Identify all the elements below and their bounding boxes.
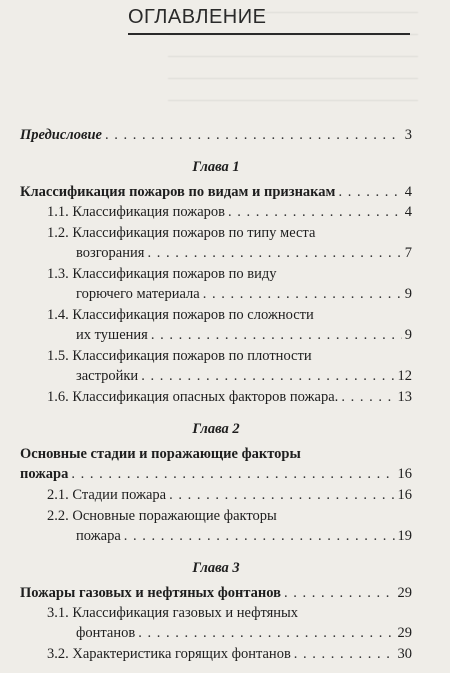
toc-entry[interactable] (20, 202, 412, 222)
chapter-heading-text: Пожары газовых и нефтяных фонтанов (20, 585, 281, 601)
dot-leader (124, 526, 395, 546)
page-title: ОГЛАВЛЕНИЕ (128, 6, 267, 28)
table-of-contents (20, 125, 412, 665)
entry-title-cont: пожара (76, 528, 121, 544)
toc-entry[interactable] (20, 346, 412, 386)
entry-title-cont: возгорания (76, 245, 145, 261)
page-number: 16 (397, 466, 412, 482)
page-number: 3 (404, 127, 412, 143)
toc-entry[interactable] (20, 506, 412, 546)
toc-entry[interactable] (20, 305, 412, 345)
entry-title: 1.4. Классификация пожаров по сложности (47, 307, 314, 323)
entry-title-cont: горючего материала (76, 286, 200, 302)
page-number: 9 (404, 327, 412, 343)
entry-title: 1.6. Классификация опасных факторов пожара. (47, 389, 339, 405)
page-number: 4 (404, 204, 412, 220)
dot-leader (341, 387, 394, 407)
chapter-heading[interactable] (20, 583, 412, 603)
chapter-heading-text: Основные стадии и поражающие факторы (20, 446, 301, 462)
chapter-heading[interactable] (20, 444, 412, 484)
dot-leader (338, 182, 401, 202)
page-number: 19 (397, 528, 412, 544)
toc-entry-preface[interactable] (20, 125, 412, 145)
toc-entry[interactable] (20, 485, 412, 505)
entry-title: 3.2. Характеристика горящих фонтанов (47, 646, 291, 662)
entry-title: 1.2. Классификация пожаров по типу места (47, 225, 316, 241)
dot-leader (294, 644, 395, 664)
page-number: 12 (397, 368, 412, 384)
dot-leader (203, 284, 402, 304)
chapter-heading-cont: пожара (20, 466, 69, 482)
page-number: 29 (397, 625, 412, 641)
entry-title: 3.1. Классификация газовых и нефтяных (47, 605, 299, 621)
entry-title-cont: их тушения (76, 327, 148, 343)
chapter-heading-text: Классификация пожаров по видам и признакам (20, 184, 336, 200)
dot-leader (284, 583, 395, 603)
entry-title-cont: фонтанов (76, 625, 136, 641)
title-rule (128, 33, 410, 35)
dot-leader (141, 366, 394, 386)
chapter-heading[interactable] (20, 182, 412, 202)
toc-entry[interactable] (20, 644, 412, 664)
dot-leader (147, 243, 401, 263)
toc-entry[interactable] (20, 223, 412, 263)
entry-title: 1.5. Классификация пожаров по плотности (47, 348, 312, 364)
toc-entry[interactable] (20, 264, 412, 304)
dot-leader (151, 325, 402, 345)
chapter-label: Глава 2 (192, 421, 240, 437)
page-number: 4 (404, 184, 412, 200)
dot-leader (138, 623, 394, 643)
page-number: 7 (404, 245, 412, 261)
toc-entry[interactable] (20, 603, 412, 643)
chapter-label: Глава 1 (192, 159, 240, 175)
toc-entry[interactable] (20, 387, 412, 407)
dot-leader (169, 485, 394, 505)
entry-title: 2.2. Основные поражающие факторы (47, 508, 277, 524)
page-number: 16 (397, 487, 412, 503)
entry-title: 2.1. Стадии пожара (47, 487, 167, 503)
page-number: 29 (397, 585, 412, 601)
chapter-label: Глава 3 (192, 560, 240, 576)
page-number: 30 (397, 646, 412, 662)
dot-leader (105, 125, 402, 145)
entry-title-cont: застройки (76, 368, 139, 384)
dot-leader (71, 464, 394, 484)
toc-header (128, 6, 410, 35)
page-number: 9 (404, 286, 412, 302)
preface-title: Предисловие (20, 127, 102, 143)
entry-title: 1.3. Классификация пожаров по виду (47, 266, 277, 282)
dot-leader (228, 202, 402, 222)
page-number: 13 (397, 389, 412, 405)
entry-title: 1.1. Классификация пожаров (47, 204, 226, 220)
